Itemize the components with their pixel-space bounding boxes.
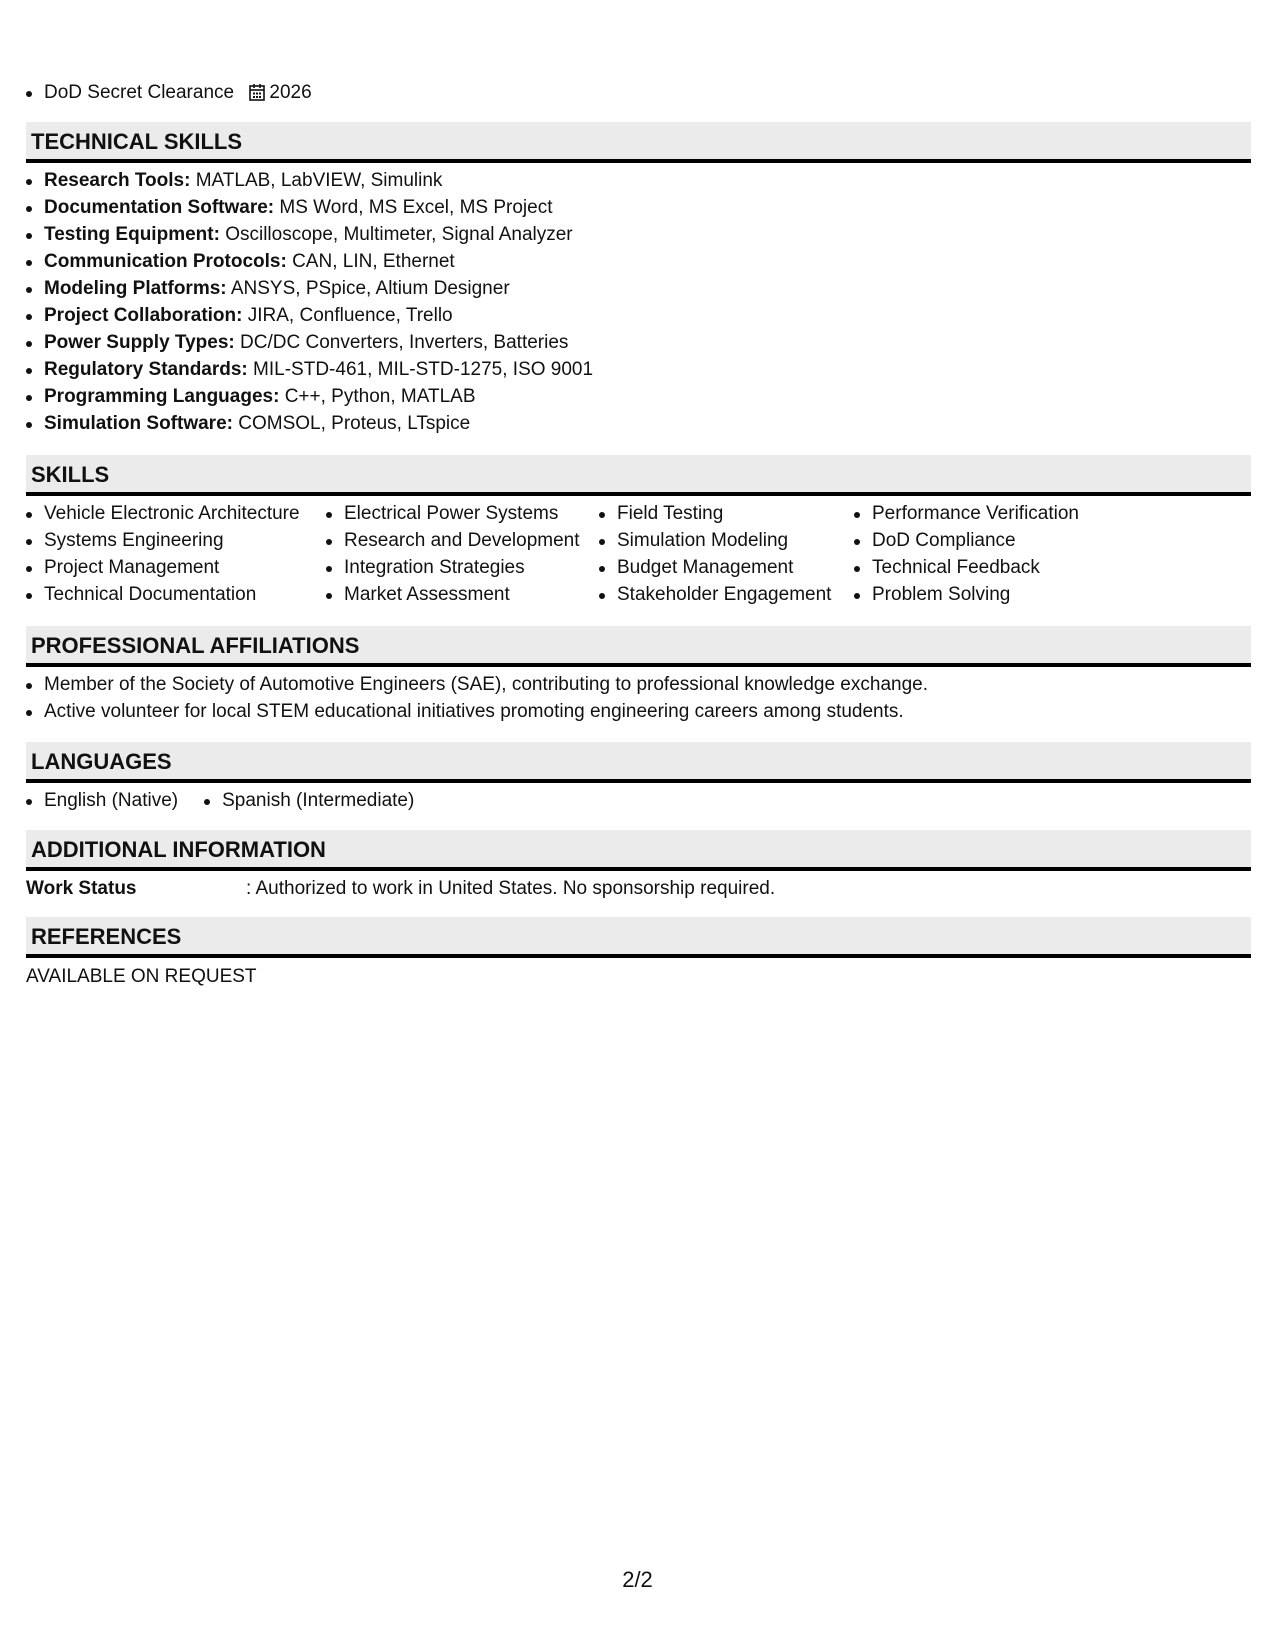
affiliation-item: Member of the Society of Automotive Engineers (SAE), contributing to professional knowledge exchange.: [26, 671, 928, 698]
skill-item: Research and Development: [326, 527, 599, 554]
affiliations-list: [26, 671, 928, 725]
section-title: ADDITIONAL INFORMATION: [31, 837, 326, 862]
skill-value: COMSOL, Proteus, LTspice: [238, 413, 471, 434]
skills-grid: [26, 500, 1134, 608]
language-item: English (Native): [26, 787, 178, 814]
work-status-row: [26, 875, 775, 902]
skills-column: [326, 500, 599, 608]
skill-item: Budget Management: [599, 554, 854, 581]
skill-item: Electrical Power Systems: [326, 500, 599, 527]
certification-item: [26, 79, 312, 106]
technical-skills-header: [26, 122, 1251, 163]
technical-skill-item: [26, 167, 593, 194]
section-title: PROFESSIONAL AFFILIATIONS: [31, 633, 360, 658]
skill-item: Market Assessment: [326, 581, 599, 608]
skill-value: MATLAB, LabVIEW, Simulink: [195, 170, 443, 191]
technical-skills-list: [26, 167, 593, 437]
skill-item: Performance Verification: [854, 500, 1134, 527]
certification-list: [26, 79, 312, 106]
calendar-icon: [249, 82, 265, 109]
skill-label: Programming Languages:: [44, 386, 280, 407]
section-title: LANGUAGES: [31, 749, 172, 774]
technical-skill-item: [26, 248, 593, 275]
work-status-value: : Authorized to work in United States. No sponsorship required.: [246, 878, 776, 899]
skill-item: Field Testing: [599, 500, 854, 527]
skill-label: Regulatory Standards:: [44, 359, 248, 380]
references-header: [26, 917, 1251, 958]
skills-column: [854, 500, 1134, 608]
technical-skill-item: [26, 329, 593, 356]
technical-skill-item: [26, 356, 593, 383]
skill-item: Vehicle Electronic Architecture: [26, 500, 326, 527]
skill-item: Problem Solving: [854, 581, 1134, 608]
skill-label: Testing Equipment:: [44, 224, 220, 245]
skill-label: Communication Protocols:: [44, 251, 287, 272]
certification-year: 2026: [269, 82, 312, 103]
skill-item: DoD Compliance: [854, 527, 1134, 554]
affiliation-item: Active volunteer for local STEM educational initiatives promoting engineering careers among students.: [26, 698, 928, 725]
skill-label: Simulation Software:: [44, 413, 233, 434]
skill-label: Power Supply Types:: [44, 332, 235, 353]
additional-info-header: [26, 830, 1251, 871]
page-number: 2/2: [622, 1567, 653, 1592]
references-text: AVAILABLE ON REQUEST: [26, 966, 257, 987]
section-title: REFERENCES: [31, 924, 182, 949]
skill-item: Systems Engineering: [26, 527, 326, 554]
affiliations-header: [26, 626, 1251, 667]
languages-list: [26, 787, 440, 814]
technical-skill-item: [26, 221, 593, 248]
skill-label: Modeling Platforms:: [44, 278, 227, 299]
technical-skill-item: [26, 410, 593, 437]
technical-skill-item: [26, 302, 593, 329]
skills-header: [26, 455, 1251, 496]
skill-item: Simulation Modeling: [599, 527, 854, 554]
work-status-label: Work Status: [26, 878, 137, 899]
technical-skill-item: [26, 275, 593, 302]
skills-column: [599, 500, 854, 608]
skill-value: JIRA, Confluence, Trello: [247, 305, 453, 326]
certification-name: DoD Secret Clearance: [44, 82, 235, 103]
skill-value: MIL-STD-461, MIL-STD-1275, ISO 9001: [253, 359, 594, 380]
skill-value: CAN, LIN, Ethernet: [292, 251, 455, 272]
skill-item: Stakeholder Engagement: [599, 581, 854, 608]
skill-value: MS Word, MS Excel, MS Project: [279, 197, 553, 218]
section-title: TECHNICAL SKILLS: [31, 129, 243, 154]
skill-item: Technical Feedback: [854, 554, 1134, 581]
skill-value: DC/DC Converters, Inverters, Batteries: [240, 332, 569, 353]
additional-info-table: [26, 875, 775, 902]
skill-label: Research Tools:: [44, 170, 191, 191]
skill-item: Technical Documentation: [26, 581, 326, 608]
languages-header: [26, 742, 1251, 783]
technical-skill-item: [26, 383, 593, 410]
skill-value: Oscilloscope, Multimeter, Signal Analyzer: [225, 224, 573, 245]
skill-label: Project Collaboration:: [44, 305, 243, 326]
skill-value: ANSYS, PSpice, Altium Designer: [230, 278, 510, 299]
skill-item: Integration Strategies: [326, 554, 599, 581]
section-title: SKILLS: [31, 462, 110, 487]
skill-label: Documentation Software:: [44, 197, 275, 218]
technical-skill-item: [26, 194, 593, 221]
skills-column: [26, 500, 326, 608]
skill-value: C++, Python, MATLAB: [284, 386, 476, 407]
skill-item: Project Management: [26, 554, 326, 581]
language-item: Spanish (Intermediate): [204, 787, 414, 814]
